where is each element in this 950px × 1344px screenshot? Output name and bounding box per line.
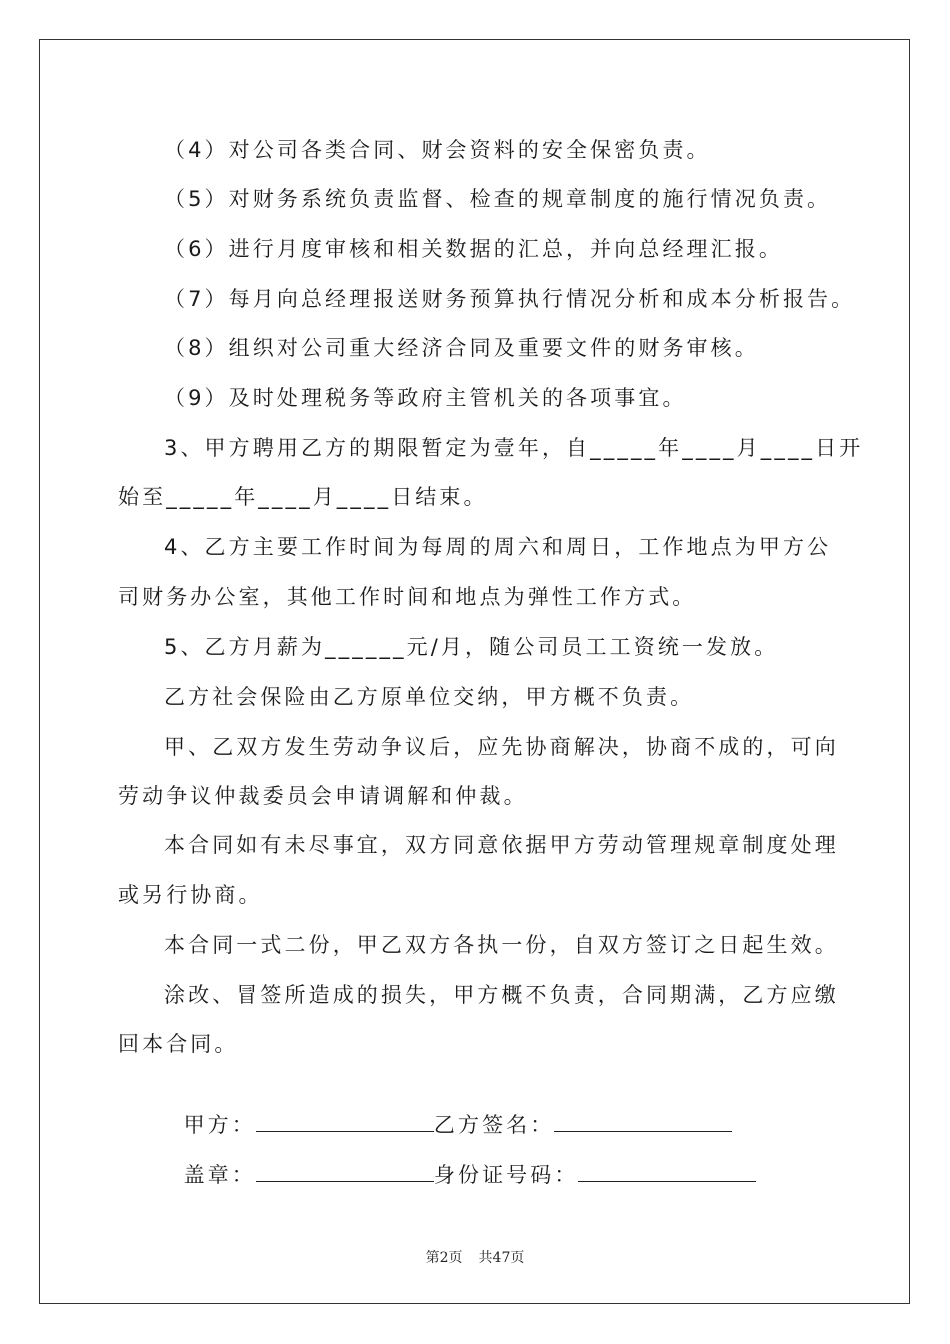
seal-label: 盖章： — [183, 1163, 256, 1187]
clause-4-6: （6）进行月度审核和相关数据的汇总，并向总经理汇报。 — [164, 237, 783, 261]
id-number-blank — [578, 1161, 756, 1182]
party-a-label: 甲方： — [183, 1113, 256, 1137]
page-number: 第2页 — [425, 1250, 463, 1266]
party-a-blank — [256, 1111, 434, 1132]
page-footer — [0, 1247, 950, 1267]
party-b-signature-label: 乙方签名： — [433, 1113, 555, 1137]
clause-3-line-1: 3、甲方聘用乙方的期限暂定为壹年，自_____年____月____日开 — [164, 436, 864, 460]
clause-5-line: 5、乙方月薪为______元/月，随公司员工工资统一发放。 — [164, 635, 779, 659]
copies-line: 本合同一式二份，甲乙双方各执一份，自双方签订之日起生效。 — [164, 933, 839, 957]
clause-4-9: （9）及时处理税务等政府主管机关的各项事宜。 — [164, 386, 687, 410]
social-insurance-line: 乙方社会保险由乙方原单位交纳，甲方概不负责。 — [164, 685, 695, 709]
clause-4-8: （8）组织对公司重大经济合同及重要文件的财务审核。 — [164, 336, 759, 360]
seal-blank — [256, 1161, 434, 1182]
dispute-line-2: 劳动争议仲裁委员会申请调解和仲裁。 — [118, 784, 528, 808]
page-total: 共47页 — [478, 1250, 525, 1266]
alteration-line-1: 涂改、冒签所造成的损失，甲方概不负责，合同期满，乙方应缴 — [164, 983, 839, 1007]
id-number-label: 身份证号码： — [433, 1163, 579, 1187]
clause-4-7: （7）每月向总经理报送财务预算执行情况分析和成本分析报告。 — [164, 287, 856, 311]
party-b-signature-blank — [554, 1111, 732, 1132]
signature-row-2 — [164, 1130, 756, 1190]
alteration-line-2: 回本合同。 — [118, 1032, 239, 1056]
unresolved-line-2: 或另行协商。 — [118, 883, 263, 907]
clause-3-line-2: 始至_____年____月____日结束。 — [118, 485, 488, 509]
clause-4-5: （5）对财务系统负责监督、检查的规章制度的施行情况负责。 — [164, 187, 832, 211]
dispute-line-1: 甲、乙双方发生劳动争议后，应先协商解决，协商不成的，可向 — [164, 735, 839, 759]
clause-4-line-1: 4、乙方主要工作时间为每周的周六和周日，工作地点为甲方公 — [164, 535, 832, 559]
unresolved-line-1: 本合同如有未尽事宜，双方同意依据甲方劳动管理规章制度处理 — [164, 833, 839, 857]
clause-4-4: （4）对公司各类合同、财会资料的安全保密负责。 — [164, 138, 711, 162]
clause-4-line-2: 司财务办公室，其他工作时间和地点为弹性工作方式。 — [118, 585, 697, 609]
